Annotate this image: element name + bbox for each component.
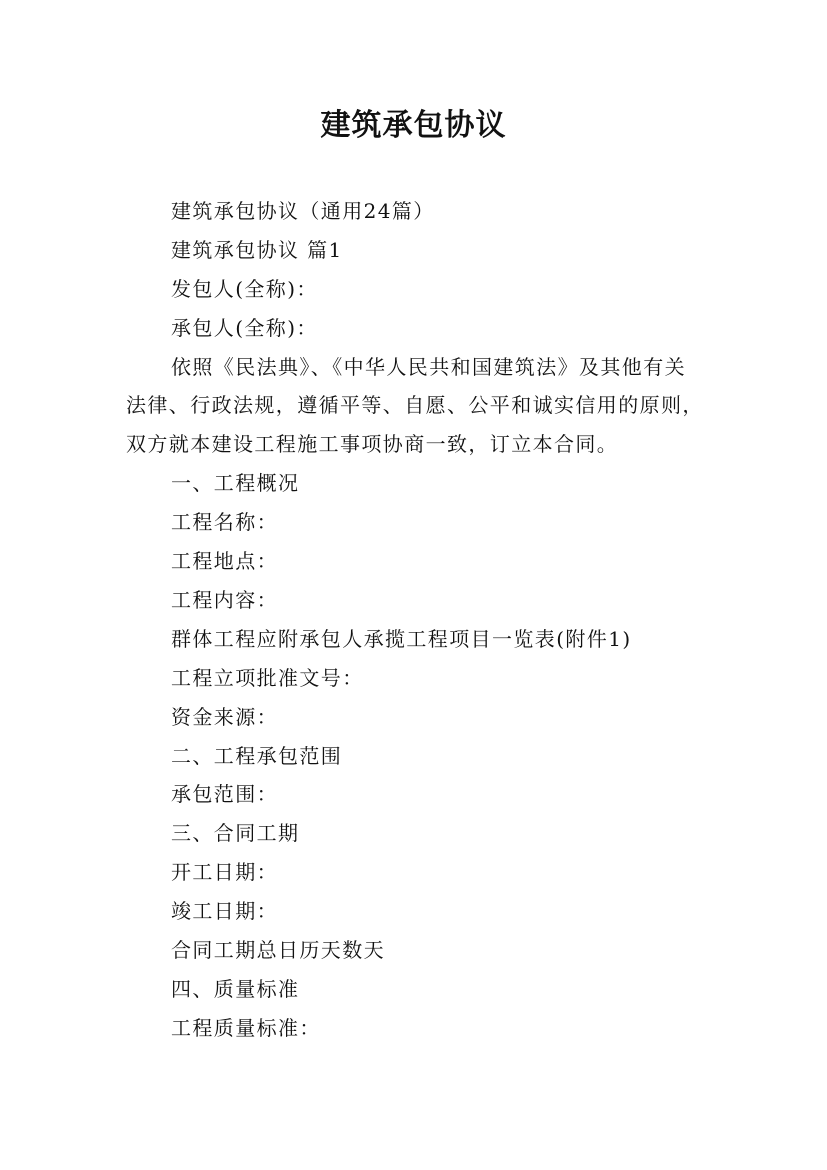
section-line: 工程内容： <box>171 587 278 612</box>
section-line: 一、工程概况 <box>171 471 300 496</box>
section-line: 承包范围： <box>171 782 278 807</box>
section-line: 四、质量标准 <box>171 976 300 1001</box>
section-line: 工程名称： <box>171 510 278 535</box>
contractor-line: 承包人(全称)： <box>171 315 318 340</box>
document-body <box>126 192 706 1048</box>
section-line: 二、工程承包范围 <box>171 743 343 768</box>
section-line: 群体工程应附承包人承揽工程项目一览表(附件1) <box>171 626 632 651</box>
section-line: 开工日期： <box>171 860 278 885</box>
section-line: 工程立项批准文号： <box>171 665 364 690</box>
document-title: 建筑承包协议 <box>320 108 507 143</box>
employer-line: 发包人(全称)： <box>171 276 318 301</box>
section-line: 竣工日期： <box>171 899 278 924</box>
preamble-paragraph: 依照《民法典》、《中华人民共和国建筑法》及其他有关法律、行政法规，遵循平等、自愿、公平和诚实信用的原则，双方就本建设工程施工事项协商一致，订立本合同。 <box>126 354 704 457</box>
section-line: 资金来源： <box>171 704 278 729</box>
section-line: 三、合同工期 <box>171 821 300 846</box>
section-line: 工程地点： <box>171 549 278 574</box>
article-heading: 建筑承包协议 篇1 <box>171 237 343 262</box>
section-line: 合同工期总日历天数天 <box>171 937 385 962</box>
section-line: 工程质量标准： <box>171 1015 321 1040</box>
subtitle-line: 建筑承包协议（通用24篇） <box>171 199 435 223</box>
